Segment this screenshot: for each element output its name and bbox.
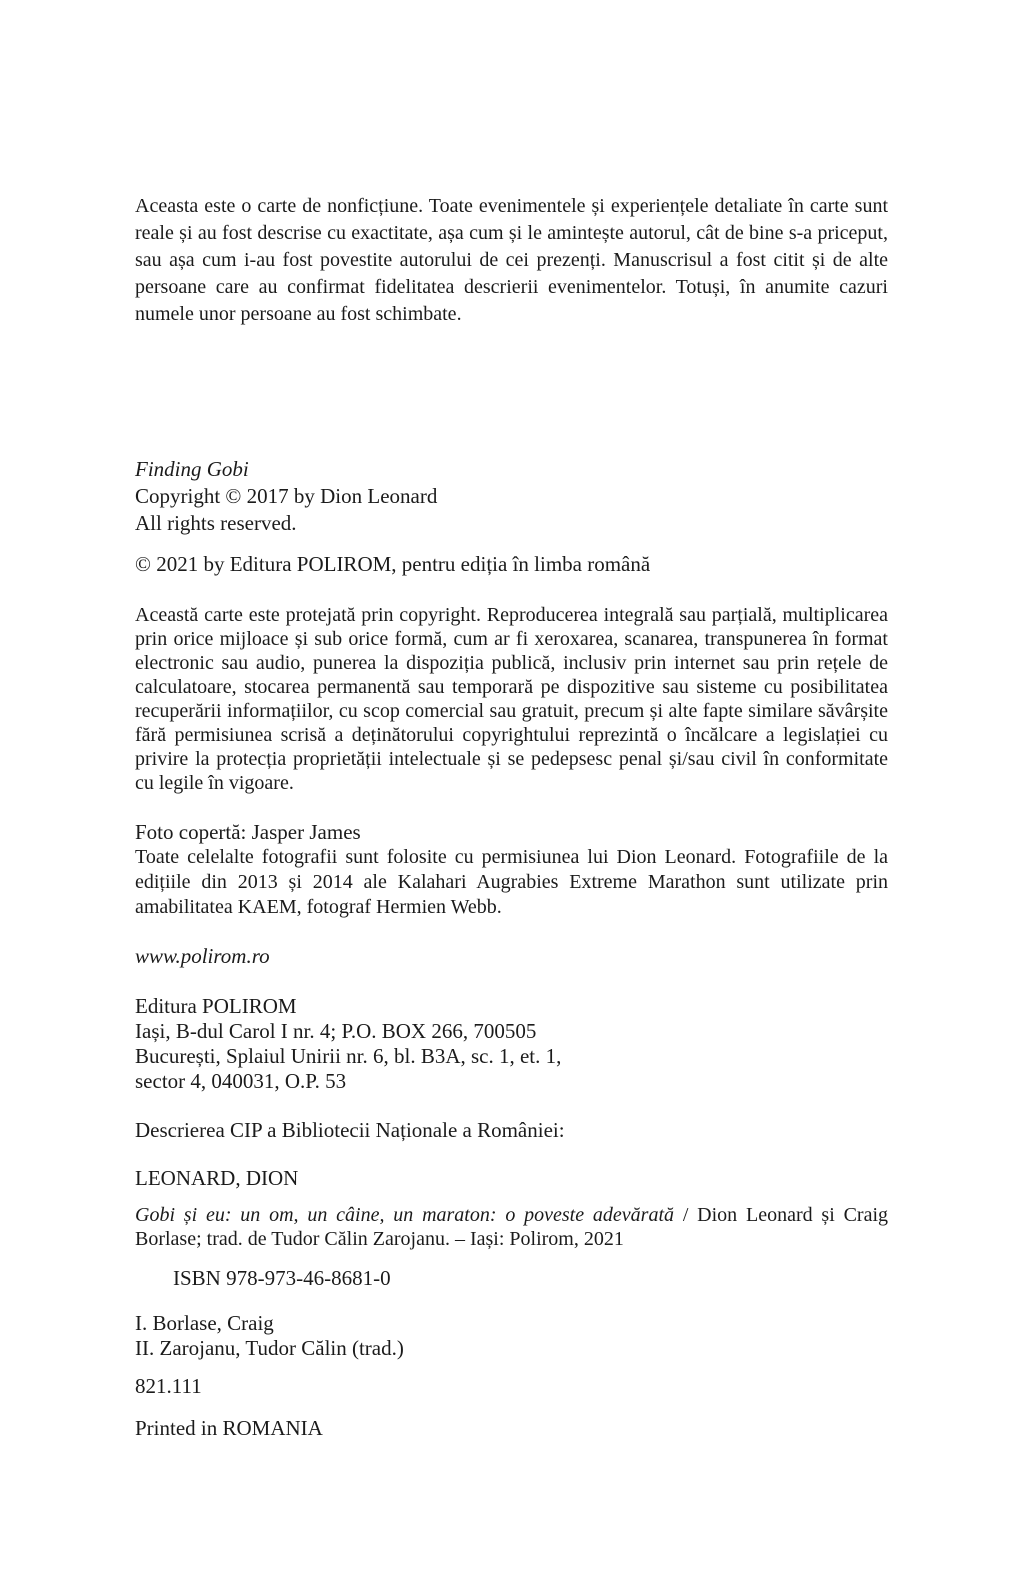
cip-heading: Descrierea CIP a Bibliotecii Naționale a României: [135,1118,565,1142]
cip-title-rest: / Dion Leonard și Craig Borlase; trad. de Tudor Călin Zarojanu. – Iași: Polirom, 2021 [135,1204,889,1250]
publisher-address-sector: sector 4, 040031, O.P. 53 [135,1069,347,1093]
original-copyright-block [135,456,888,537]
romanian-copyright-line: © 2021 by Editura POLIROM, pentru ediția în limba română [135,552,651,576]
publisher-website: www.polirom.ro [135,944,270,968]
printed-in-line: Printed in ROMANIA [135,1416,323,1440]
cover-photo-credit: Foto copertă: Jasper James [135,820,361,844]
publisher-name: Editura POLIROM [135,994,297,1018]
publisher-address-bucuresti: București, Splaiul Unirii nr. 6, bl. B3A, sc. 1, et. 1, [135,1044,562,1068]
publisher-address-block [135,994,888,1094]
cip-title-line [135,1203,888,1251]
publisher-address-iasi: Iași, B-dul Carol I nr. 4; P.O. BOX 266, 700505 [135,1019,537,1043]
original-title: Finding Gobi [135,457,249,481]
cip-title-italic: Gobi și eu: un om, un câine, un maraton: o poveste adevărată [135,1204,675,1226]
photo-credits-block [135,820,888,920]
cip-udc-number: 821.111 [135,1374,202,1398]
original-copyright-line: Copyright © 2017 by Dion Leonard [135,484,438,508]
nonfiction-disclaimer: Aceasta este o carte de nonficțiune. Toate evenimentele și experiențele detaliate în carte sunt reale și au fost descrise cu exactitate, așa cum și le amintește autorul, cât de bine s-a priceput, sau așa cum i-au fost povestite autorului de cei prezenți. Manuscrisul a fost citit și de alte persoane care au confirmat fidelitatea descrierii evenimentelor. Totuși, în anumite cazuri numele unor persoane au fost schimbate. [135,195,888,325]
legal-notice: Această carte este protejată prin copyright. Reproducerea integrală sau parțială, multiplicarea prin orice mijloace și sub orice formă, cum ar fi xeroxarea, scanarea, transpunerea în format electronic sau audio, punerea la dispoziția publică, inclusiv prin internet sau prin rețele de calculatoare, stocarea permanentă sau temporară pe dispozitive sau sisteme cu posibilitatea recuperării informațiilor, cu scop comercial sau gratuit, precum și alte fapte similare săvârșite fără permisiunea scrisă a deținătorului copyrightului reprezintă o încălcare a legislației cu privire la protecția proprietății intelectuale și se pedepsesc penal și/sau civil în conformitate cu legile în vigoare. [135,604,888,794]
cip-author: LEONARD, DION [135,1166,299,1190]
photo-credits-text: Toate celelalte fotografii sunt folosite cu permisiunea lui Dion Leonard. Fotografiile de la edițiile din 2013 și 2014 ale Kalahari Augrabies Extreme Marathon sunt utilizate prin amabilitatea KAEM, fotograf Hermien Webb. [135,846,888,918]
rights-reserved-line: All rights reserved. [135,511,297,535]
cip-isbn: ISBN 978-973-46-8681-0 [173,1266,391,1290]
cip-contributors-block [135,1311,888,1361]
cip-contributor-zarojanu: II. Zarojanu, Tudor Călin (trad.) [135,1336,404,1360]
cip-contributor-borlase: I. Borlase, Craig [135,1311,274,1335]
